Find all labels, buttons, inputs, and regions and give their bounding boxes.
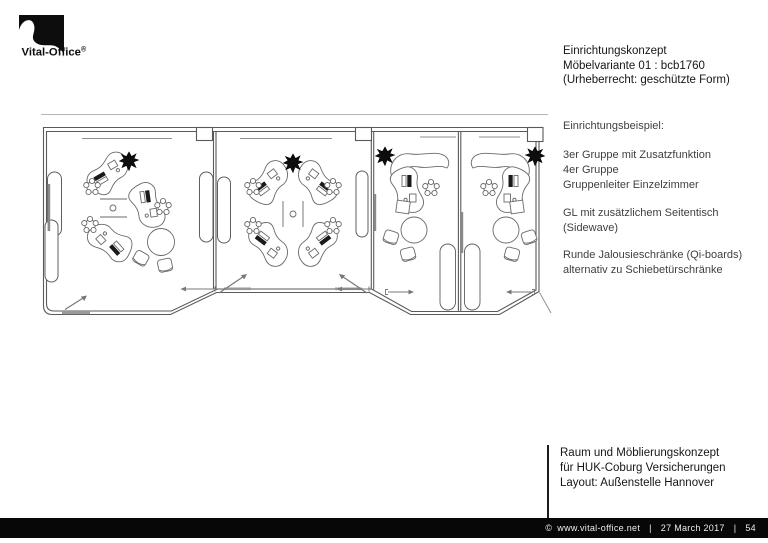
concept-title: Einrichtungskonzept (563, 45, 667, 57)
room-4er-gruppe (243, 154, 342, 271)
project-title: Raum und Möblierungskonzept (560, 447, 720, 459)
footer-date: 27 March 2017 (660, 523, 725, 533)
footer-separator: | (733, 523, 737, 533)
project-divider-line (547, 445, 549, 518)
legend-group-sidewave (563, 206, 742, 236)
project-client: für HUK-Coburg Versicherungen (560, 462, 726, 474)
room-gruppenleiter-2 (465, 147, 545, 310)
legend-line: GL mit zusätzlichem Seitentisch (563, 206, 719, 219)
copyright-symbol: © (545, 523, 553, 533)
legend-group-rooms (563, 148, 742, 193)
legend-group-cabinets (563, 248, 742, 278)
room-3er-gruppe (82, 148, 175, 273)
logo-wordmark: Vital-Office® (21, 46, 87, 59)
legend-line: 4er Gruppe (563, 164, 619, 176)
footer-bar (0, 518, 768, 538)
round-table (148, 229, 175, 256)
footer-website[interactable]: www.vital-office.net (557, 523, 641, 533)
footer-separator: | (649, 523, 652, 533)
visitor-chair (157, 258, 173, 273)
variant-line: Möbelvariante 01 : bcb1760 (563, 59, 705, 72)
visitor-chair (132, 249, 150, 267)
page-number: 54 (745, 523, 756, 533)
vital-office-logo (19, 14, 149, 64)
office-chair (325, 217, 342, 233)
legend-line: Runde Jalousieschränke (Qi-boards) (563, 249, 743, 261)
legend (563, 119, 742, 291)
legend-line: 3er Gruppe mit Zusatzfunktion (563, 149, 711, 161)
copyright-note: (Urheberrecht: geschützte Form) (563, 74, 730, 86)
window-sills (82, 137, 520, 139)
project-layout: Layout: Außenstelle Hannover (560, 477, 715, 489)
title-block (563, 44, 730, 88)
legend-line: Gruppenleiter Einzelzimmer (563, 179, 699, 191)
legend-line: alternativ zu Schiebetürschränke (563, 264, 723, 276)
project-block (560, 446, 726, 491)
legend-line: (Sidewave) (563, 221, 619, 234)
office-chair (245, 217, 262, 233)
room-gruppenleiter-1 (376, 147, 456, 310)
office-chair (82, 216, 99, 232)
legend-intro: Einrichtungsbeispiel: (563, 120, 664, 132)
